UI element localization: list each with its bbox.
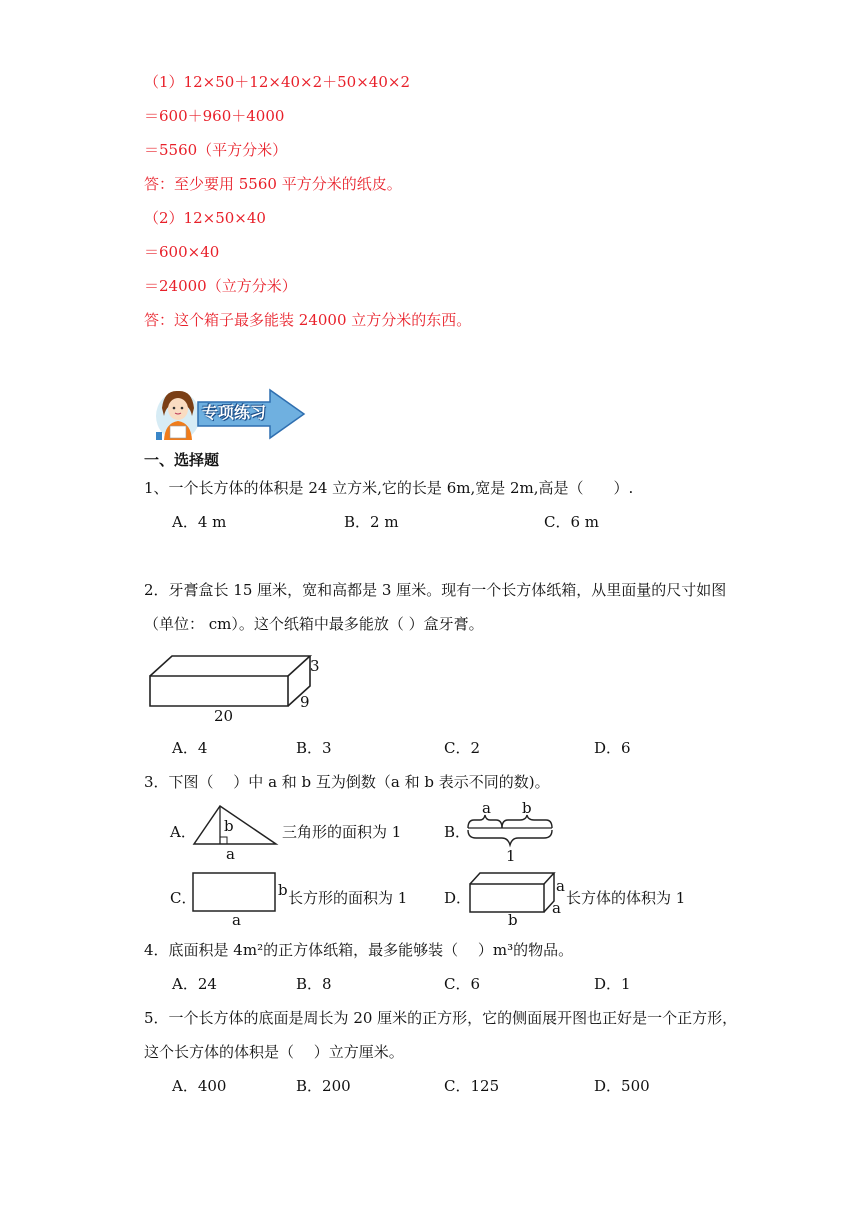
solution-line-2: ＝600＋960＋4000 [144,107,285,125]
q3-c-fig-label-a: a [232,911,241,929]
q3-rectangle-figure [192,872,282,914]
q2-option-d: D．6 [594,739,631,757]
q3-option-a-text: 三角形的面积为 1 [282,823,402,841]
question-2-stem-line-2: （单位： cm）。这个纸箱中最多能放（ ）盒牙膏。 [144,615,484,633]
q4-option-a: A．24 [172,975,217,993]
q3-b-fig-label-total: 1 [506,847,516,865]
q1-option-b: B．2 m [344,513,399,531]
q3-option-b-letter: B． [444,823,471,841]
q2-option-c: C．2 [444,739,481,757]
q3-a-fig-label-a: a [226,845,235,863]
q3-b-fig-label-a: a [482,799,491,817]
q4-option-b: B．8 [296,975,332,993]
q3-option-a-letter: A． [170,823,196,841]
q3-option-d-text: 长方体的体积为 1 [566,889,686,907]
q2-option-a: A．4 [172,739,208,757]
question-4-stem: 4．底面积是 4m²的正方体纸箱，最多能够装（ ）m³的物品。 [144,941,574,959]
q5-option-b: B．200 [296,1077,351,1095]
q3-option-c-text: 长方形的面积为 1 [288,889,408,907]
banner-label: 专项练习 [202,403,267,422]
q3-a-fig-label-b: b [224,817,234,835]
q3-d-fig-label-b: b [508,911,518,929]
q5-option-c: C．125 [444,1077,500,1095]
q2-figure-length-label: 20 [214,707,234,725]
question-3-stem: 3．下图（ ）中 a 和 b 互为倒数（a 和 b 表示不同的数)。 [144,773,550,791]
q5-option-d: D．500 [594,1077,650,1095]
question-1-stem: 1、一个长方体的体积是 24 立方米,它的长是 6m,宽是 2m,高是（ ）. [144,479,634,497]
q2-figure-height-label: 3 [310,657,320,675]
solution-line-5: （2）12×50×40 [144,209,266,227]
q3-option-d-letter: D． [444,889,472,907]
q3-d-fig-label-a-top: a [556,877,565,895]
q1-option-a: A．4 m [172,513,227,531]
q2-option-b: B．3 [296,739,332,757]
q3-b-fig-label-b: b [522,799,532,817]
question-2-stem-line-1: 2．牙膏盒长 15 厘米，宽和高都是 3 厘米。现有一个长方体纸箱，从里面量的尺寸如图 [144,581,727,599]
solution-line-1: （1）12×50＋12×40×2＋50×40×2 [144,73,410,91]
q4-option-c: C．6 [444,975,481,993]
question-5-stem-line-1: 5．一个长方体的底面是周长为 20 厘米的正方形，它的侧面展开图也正好是一个正方形， [144,1009,738,1027]
q3-brace-figure [466,814,556,846]
solution-line-6: ＝600×40 [144,243,220,261]
q1-option-c: C．6 m [544,513,600,531]
solution-line-7: ＝24000（立方分米） [144,277,297,295]
q3-triangle-figure [192,804,282,846]
q2-figure-width-label: 9 [300,693,310,711]
solution-line-3: ＝5560（平方分米） [144,141,288,159]
q3-option-c-letter: C． [170,889,197,907]
question-5-stem-line-2: 这个长方体的体积是（ ）立方厘米。 [144,1043,404,1061]
section-title: 一、选择题 [144,451,220,469]
q2-box-figure [146,652,326,724]
solution-answer-2: 答：这个箱子最多能装 24000 立方分米的东西。 [144,311,472,329]
q3-d-fig-label-a-side: a [552,899,561,917]
solution-answer-1: 答：至少要用 5560 平方分米的纸皮。 [144,175,402,193]
q5-option-a: A．400 [172,1077,227,1095]
q4-option-d: D．1 [594,975,631,993]
teacher-icon [156,391,200,440]
q3-c-fig-label-b: b [278,881,288,899]
